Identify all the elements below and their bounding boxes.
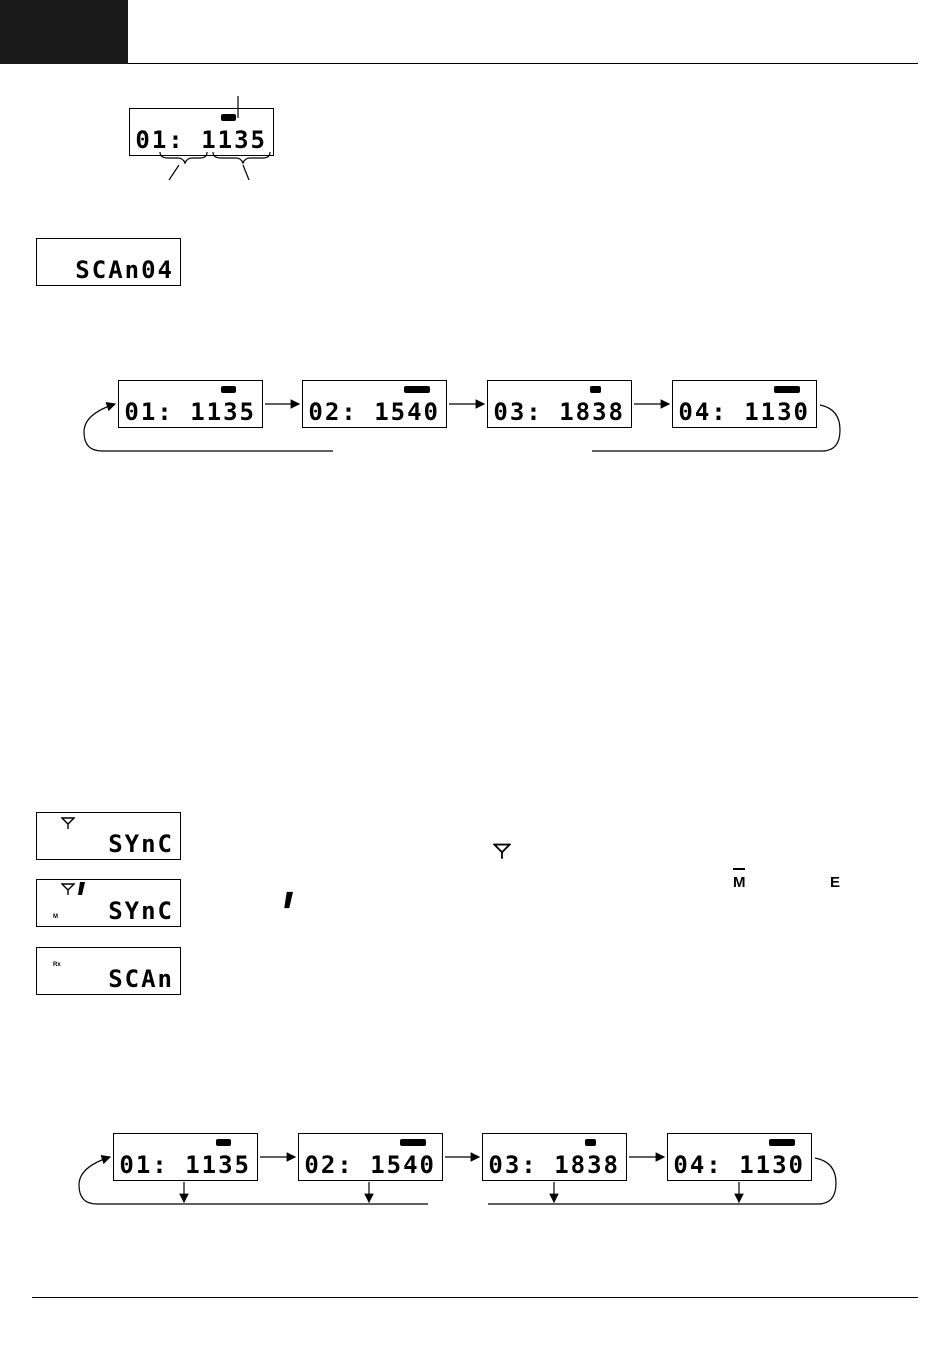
lcd-text: SCAn04 [75, 256, 174, 284]
lcd-text: SCAn [108, 965, 174, 993]
lcd-digits: 01: 1135 [135, 126, 267, 154]
loop2-right [488, 1158, 836, 1204]
brace-frequency [213, 152, 270, 163]
lcd-text: SYnC [108, 830, 174, 858]
e-symbol: E [830, 874, 841, 891]
loop2-left [79, 1157, 428, 1204]
lcd-digits: 03: 1838 [488, 1151, 620, 1179]
rx-indicator: Rx [53, 962, 61, 968]
lcd-digits: 04: 1130 [678, 398, 810, 426]
m-symbol: M [733, 874, 746, 891]
pointer-line-frequency [243, 165, 249, 180]
pointer-line-channel [169, 165, 179, 180]
lcd-digits: 03: 1838 [493, 398, 625, 426]
loop-left [84, 404, 333, 451]
lcd-digits: 02: 1540 [304, 1151, 436, 1179]
brace-channel [160, 152, 207, 163]
lcd-text: SYnC [108, 897, 174, 925]
m-indicator: M [53, 914, 58, 920]
lcd-digits: 02: 1540 [308, 398, 440, 426]
lcd-digits: 04: 1130 [673, 1151, 805, 1179]
loop-right [592, 405, 840, 451]
footer-rule [32, 1297, 918, 1298]
lcd-digits: 01: 1135 [124, 398, 256, 426]
lcd-digits: 01: 1135 [119, 1151, 251, 1179]
